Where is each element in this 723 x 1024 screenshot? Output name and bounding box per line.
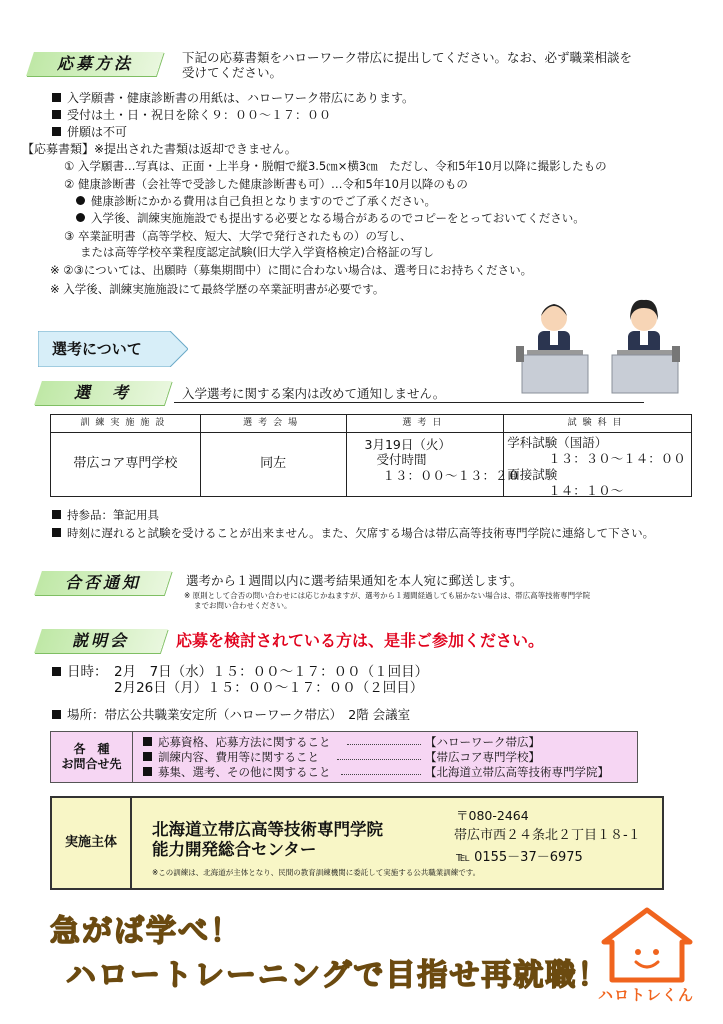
organizer-postal: 〒080-2464: [456, 808, 529, 823]
organizer-label: 実施主体: [52, 798, 132, 888]
selection-tag-label: 選 考: [74, 383, 132, 402]
square-bullet-icon: [143, 767, 152, 776]
date-line3: １３：００～１３：２０: [382, 468, 521, 483]
briefing-headline: 応募を検討されている方は、是非ご参加ください。: [176, 631, 545, 650]
organizer-note: ※この訓練は、北海道が主体となり、民間の教育訓練機関に委託して実施する公共職業訓練です。: [152, 868, 481, 877]
facility-cell: 帯広コア専門学校: [51, 433, 201, 497]
date-line2: 受付時間: [376, 452, 427, 467]
briefing-date-label: 日時：: [52, 664, 108, 681]
selection-banner: [38, 331, 188, 367]
organizer-box: [50, 796, 664, 890]
apply-doc3-line2: または高等学校卒業程度認定試験(旧大学入学資格検定)合格証の写し: [80, 245, 434, 259]
apply-bullet-3: 併願は不可: [52, 125, 127, 140]
organizer-name-line2: 能力開発総合センター: [152, 840, 317, 859]
square-bullet-icon: [52, 110, 61, 119]
apply-bullet-2: 受付は土・日・祝日を除く９：００～１７：００: [52, 108, 331, 123]
inquiry-label: 各 種 お問合せ先: [51, 732, 133, 782]
briefing-section-tag: [34, 629, 168, 653]
briefing-date2: 2月26日（月）１５：００～１７：００（２回目）: [114, 680, 424, 696]
header-facility: 訓練実施施設: [51, 415, 201, 433]
square-bullet-icon: [52, 510, 61, 519]
venue-cell: 同左: [200, 433, 346, 497]
apply-bullet-1: 入学願書・健康診断書の用紙は、ハローワーク帯広にあります。: [52, 91, 414, 106]
header-date: 選考日: [346, 415, 504, 433]
inquiry-row-1: 応募資格、応募方法に関すること: [143, 735, 331, 749]
apply-note1: ※ ②③については、出願時（募集期間中）に間に合わない場合は、選考日にお持ちください。: [50, 263, 533, 277]
slogan-line2: ハロートレーニングで目指せ再就職！: [66, 958, 610, 993]
briefing-tag-label: 説明会: [72, 631, 130, 650]
organizer-name-line1: 北海道立帯広高等技術専門学院: [152, 820, 383, 839]
inquiry-row-3: 募集、選考、その他に関すること: [143, 765, 331, 779]
date-line1: 3月19日（火）: [364, 437, 451, 452]
apply-docs-heading: 【応募書類】※提出された書類は返却できません。: [22, 142, 297, 156]
apply-doc1: ① 入学願書…写真は、正面・上半身・脱帽で縦3.5㎝×横3㎝ ただし、令和5年10月以降に撮影したもの: [64, 159, 607, 173]
selection-table: [50, 414, 692, 497]
mascot: [592, 906, 702, 1014]
apply-section-tag: [26, 52, 164, 76]
result-tag-label: 合否通知: [64, 573, 141, 592]
organizer-tel: ℡ 0155－37－6975: [456, 850, 583, 865]
round-bullet-icon: [76, 213, 85, 222]
result-small2: までお問い合わせください。: [194, 601, 292, 610]
round-bullet-icon: [76, 196, 85, 205]
square-bullet-icon: [52, 667, 61, 676]
apply-intro-line2: 受けてください。: [182, 65, 283, 80]
apply-tag-label: 応募方法: [56, 54, 133, 73]
inquiry-contact-1: 【ハローワーク帯広】: [425, 735, 540, 749]
inquiry-box: [50, 731, 638, 783]
leader-dots-1: [347, 744, 421, 745]
exam-candidates-icon: [512, 288, 702, 398]
table-row: [51, 433, 692, 497]
subject2-time: １４：１０～: [548, 483, 624, 498]
apply-doc3-line1: ③ 卒業証明書（高等学校、短大、大学で発行されたもの）の写し、: [64, 229, 412, 243]
square-bullet-icon: [143, 752, 152, 761]
selection-banner-label: 選考について: [52, 340, 142, 358]
selection-table-header: [51, 415, 692, 433]
apply-doc2: ② 健康診断書（会社等で受診した健康診断書も可）…令和5年10月以降のもの: [64, 177, 468, 191]
selection-late: 時刻に遅れると試験を受けることが出来ません。また、欠席する場合は帯広高等技術専門学院に連絡して下さい。: [52, 526, 654, 540]
inquiry-contact-3: 【北海道立帯広高等技術専門学院】: [425, 765, 609, 779]
mascot-house-icon: [592, 906, 702, 986]
result-section-tag: [34, 571, 172, 595]
header-subjects: 試験科目: [504, 415, 692, 433]
subjects-cell: [504, 433, 692, 497]
mascot-name: ハロトレくん: [598, 986, 695, 1004]
exam-illustration: [512, 288, 702, 398]
apply-doc2-sub1: 健康診断にかかる費用は自己負担となりますのでご了承ください。: [76, 194, 436, 208]
inquiry-contact-2: 【帯広コア専門学校】: [425, 750, 540, 764]
header-venue: 選考会場: [200, 415, 346, 433]
square-bullet-icon: [52, 710, 61, 719]
apply-intro-line1: 下記の応募書類をハローワーク帯広に提出してください。なお、必ず職業相談を: [182, 50, 633, 65]
square-bullet-icon: [143, 737, 152, 746]
subject1: 学科試験（国語）: [507, 435, 608, 450]
selection-bring: 持参品：筆記用具: [52, 508, 159, 522]
organizer-address: 帯広市西２４条北２丁目１８-１: [454, 828, 641, 843]
briefing-place: 場所：帯広公共職業安定所（ハローワーク帯広） 2階 会議室: [52, 707, 410, 723]
square-bullet-icon: [52, 528, 61, 537]
leader-dots-3: [341, 774, 421, 775]
subject1-time: １３：３０～１４：００: [548, 451, 686, 466]
date-cell: [346, 433, 521, 497]
square-bullet-icon: [52, 127, 61, 136]
square-bullet-icon: [52, 93, 61, 102]
apply-doc2-sub2: 入学後、訓練実施施設でも提出する必要となる場合があるのでコピーをとっておいてください。: [76, 211, 585, 225]
leader-dots-2: [337, 759, 421, 760]
selection-note: 入学選考に関する案内は改めて通知しません。: [174, 386, 644, 403]
slogan-line1: 急がば学べ！: [50, 914, 242, 949]
selection-section-tag: [34, 381, 172, 405]
briefing-date1: 2月 7日（水）１５：００～１７：００（１回目）: [114, 664, 429, 680]
result-text: 選考から１週間以内に選考結果通知を本人宛に郵送します。: [186, 573, 523, 588]
result-small1: ※ 原則として合否の問い合わせには応じかねますが、選考から１週間経過しても届かない場合は、帯広高等技術専門学院: [184, 591, 591, 600]
apply-note2: ※ 入学後、訓練実施施設にて最終学歴の卒業証明書が必要です。: [50, 282, 385, 296]
inquiry-row-2: 訓練内容、費用等に関すること: [143, 750, 319, 764]
subject2: 面接試験: [507, 467, 558, 482]
